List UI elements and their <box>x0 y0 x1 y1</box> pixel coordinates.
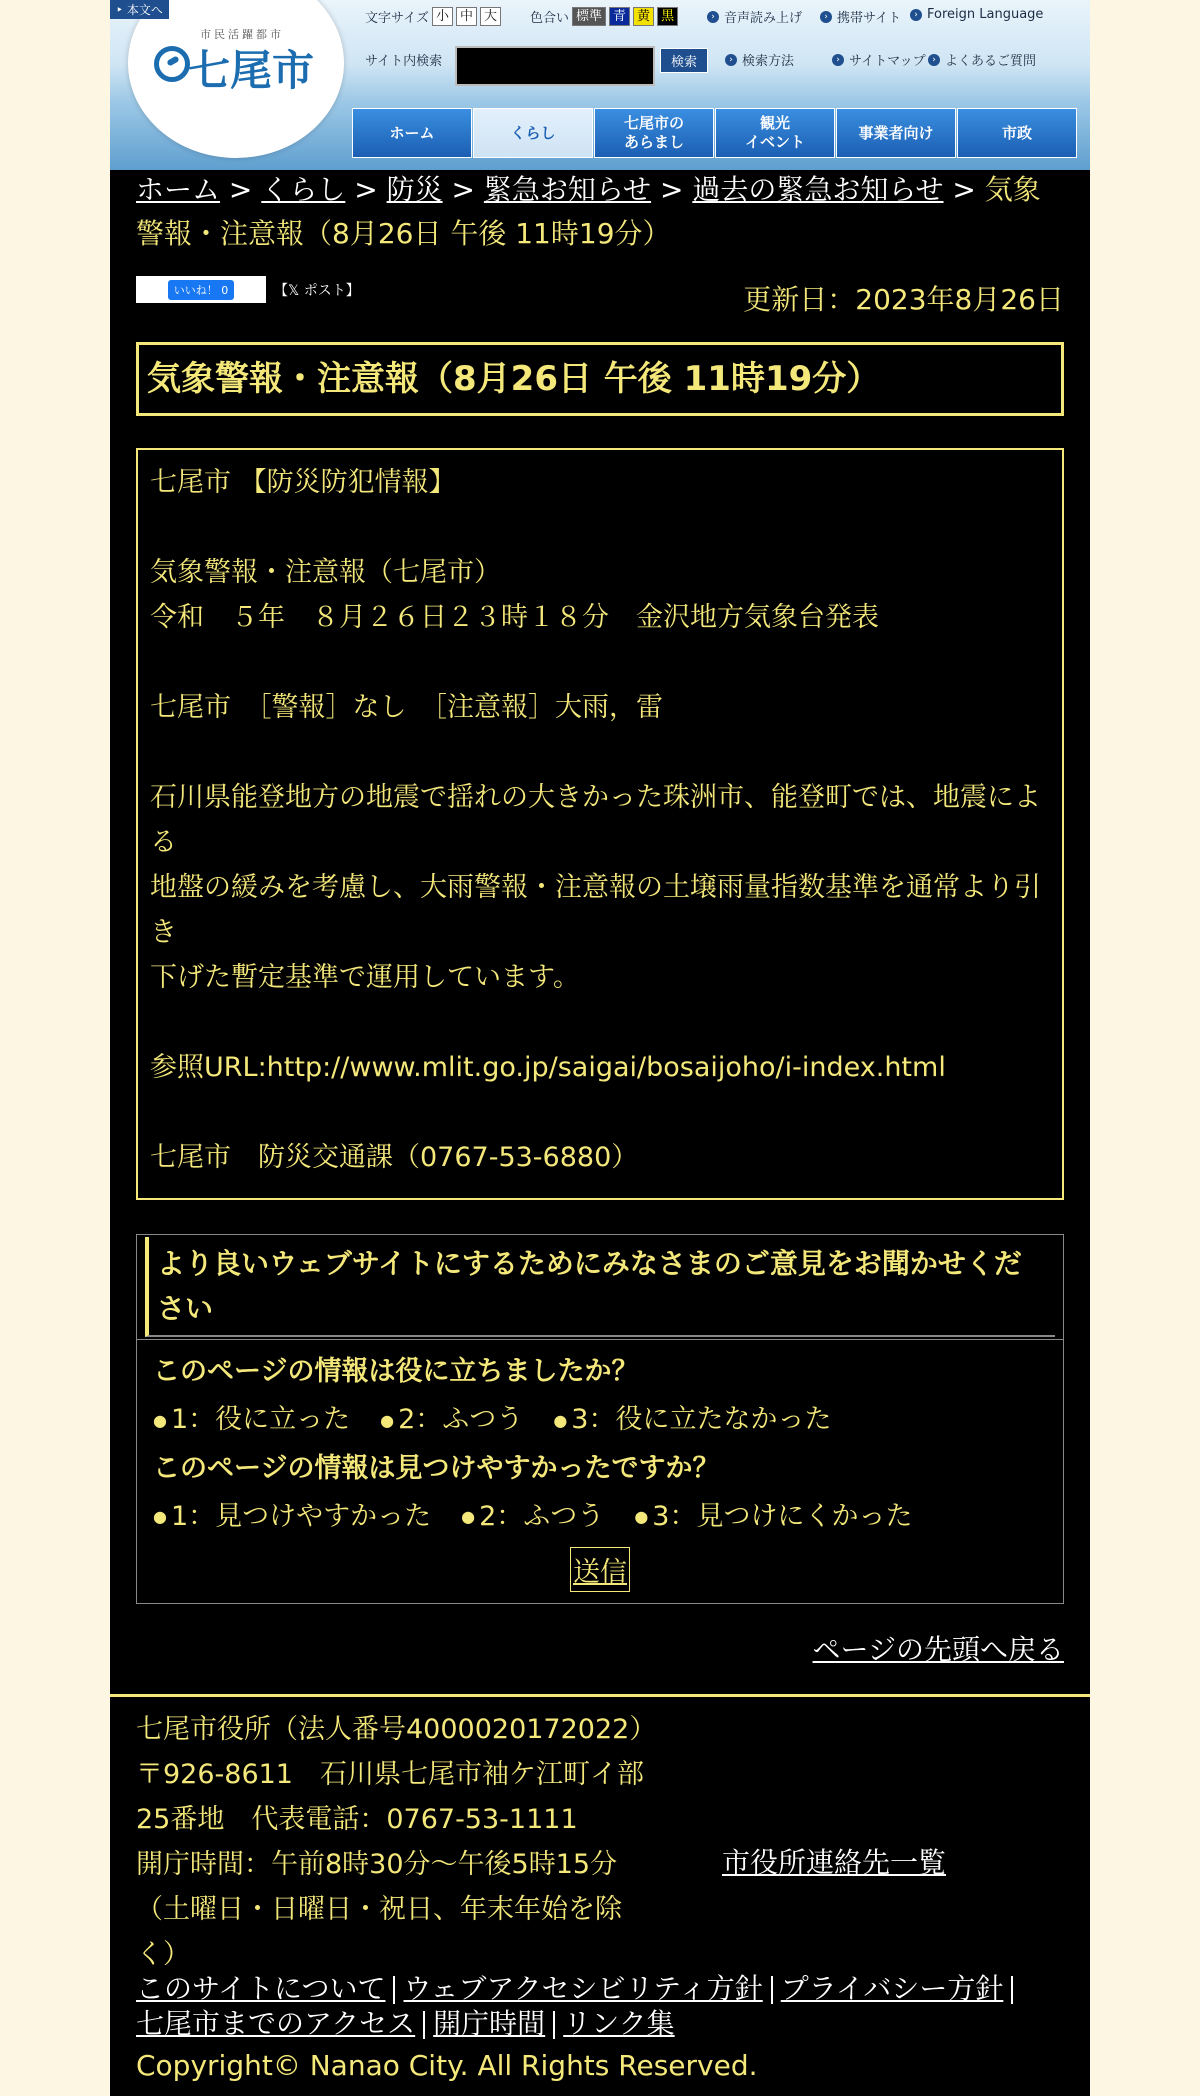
article-content <box>136 448 1064 1200</box>
office-hours: 開庁時間：午前8時30分～午後5時15分 <box>136 1849 618 1880</box>
office-hours-note: （土曜日・日曜日・祝日、年末年始を除く） <box>136 1894 622 1970</box>
breadcrumb-separator: > <box>451 173 475 206</box>
global-nav <box>352 108 1078 158</box>
city-mark-icon <box>154 46 190 82</box>
submit-button[interactable]: 送信 <box>570 1547 630 1592</box>
breadcrumb-current: 気象警報・注意報（8月26日 午後 11時19分） <box>136 173 1041 250</box>
color-black-button[interactable]: 黒 <box>657 7 678 26</box>
footer-link-accessibility[interactable]: ウェブアクセシビリティ方針 <box>403 1972 763 2005</box>
radio-option[interactable]: ● 1：役に立った <box>153 1396 350 1445</box>
nav-about-city[interactable]: 七尾市の あらまし <box>594 108 714 158</box>
arrow-bullet-icon: › <box>928 54 940 66</box>
content-line: 七尾市 ［警報］なし ［注意報］大雨，雷 <box>150 692 663 723</box>
sitemap-link[interactable] <box>832 50 926 69</box>
footer-links <box>136 1971 1066 2041</box>
nav-city-government[interactable]: 市政 <box>957 108 1077 158</box>
search-input[interactable] <box>455 46 655 86</box>
arrow-bullet-icon: › <box>725 54 737 66</box>
font-large-button[interactable]: 大 <box>480 7 501 26</box>
radio-option[interactable]: ● 2：ふつう <box>380 1396 523 1445</box>
nav-home[interactable]: ホーム <box>352 108 472 158</box>
footer-link-hours[interactable]: 開庁時間 <box>433 2007 546 2040</box>
site-header <box>110 0 1090 170</box>
skip-to-content-link[interactable]: ‣ 本文へ <box>110 0 169 19</box>
nav-life[interactable]: くらし <box>473 108 593 158</box>
breadcrumb <box>136 168 1066 256</box>
read-aloud-link[interactable] <box>707 7 802 26</box>
logo-subtitle: 市民活躍都市 <box>200 28 284 41</box>
arrow-bullet-icon: › <box>832 54 844 66</box>
address-line: 25番地 代表電話：0767-53-1111 <box>136 1804 578 1835</box>
facebook-like-button[interactable] <box>136 276 266 303</box>
back-to-top-link[interactable]: ページの先頭へ戻る <box>812 1633 1064 1666</box>
read-aloud-label: 音声読み上げ <box>724 11 803 26</box>
address-line: 七尾市役所（法人番号4000020172022） <box>136 1714 657 1745</box>
address-line: 〒926-8611 石川県七尾市袖ケ江町イ部 <box>136 1759 644 1790</box>
site-footer <box>110 1694 1090 2096</box>
footer-link-about[interactable]: このサイトについて <box>136 1972 386 2005</box>
like-label: いいね！ 0 <box>168 280 235 300</box>
radio-option[interactable]: ● 3：見つけにくかった <box>634 1493 912 1542</box>
faq-link[interactable] <box>928 50 1036 69</box>
footer-link-links[interactable]: リンク集 <box>563 2007 675 2040</box>
font-small-button[interactable]: 小 <box>432 7 453 26</box>
x-post-button[interactable]: 【𝕏 ポスト】 <box>274 282 360 299</box>
breadcrumb-separator: > <box>659 173 684 206</box>
mobile-site-link[interactable] <box>820 7 901 26</box>
post-label: 𝕏 ポスト <box>288 282 346 299</box>
color-yellow-button[interactable]: 黄 <box>633 7 654 26</box>
content-line: 石川県能登地方の地震で揺れの大きかった珠洲市、能登町では、地震による <box>150 782 1041 858</box>
color-standard-button[interactable]: 標準 <box>572 7 606 26</box>
city-office-address <box>136 1707 656 1977</box>
arrow-bullet-icon: › <box>820 11 832 23</box>
social-buttons <box>136 276 360 303</box>
font-size-label: 文字サイズ <box>365 11 429 26</box>
radio-option[interactable]: ● 1：見つけやすかった <box>153 1493 431 1542</box>
survey-question-1: このページの情報は役に立ちましたか？ <box>153 1356 639 1387</box>
logo-title: 七尾市 <box>188 46 315 95</box>
content-contact: 七尾市 防災交通課（0767-53-6880） <box>150 1142 639 1173</box>
mobile-site-label: 携帯サイト <box>837 11 902 26</box>
content-line: 地盤の緩みを考慮し、大雨警報・注意報の土壌雨量指数基準を通常より引き <box>150 872 1041 948</box>
font-size-controls <box>365 7 501 26</box>
radio-option[interactable]: ● 2：ふつう <box>461 1493 604 1542</box>
survey-options-2 <box>153 1493 1047 1542</box>
footer-link-privacy[interactable]: プライバシー方針 <box>780 1972 1004 2005</box>
page <box>110 0 1090 2096</box>
breadcrumb-separator: > <box>228 173 253 206</box>
breadcrumb-life[interactable]: くらし <box>261 173 346 206</box>
survey-heading: より良いウェブサイトにするためにみなさまのご意見をお聞かせください <box>145 1237 1055 1337</box>
site-search-label: サイト内検索 <box>365 54 443 69</box>
arrow-bullet-icon: › <box>910 9 922 21</box>
nav-business[interactable]: 事業者向け <box>836 108 956 158</box>
updated-date: 更新日：2023年8月26日 <box>743 283 1064 316</box>
search-method-link[interactable] <box>725 50 794 69</box>
search-method-label: 検索方法 <box>742 54 795 69</box>
breadcrumb-separator: > <box>952 173 976 206</box>
content-line: 下げた暫定基準で運用しています。 <box>150 962 580 993</box>
search-button[interactable]: 検索 <box>660 48 708 73</box>
skip-link-label: 本文へ <box>126 3 163 17</box>
color-label: 色合い <box>530 11 570 26</box>
breadcrumb-home[interactable]: ホーム <box>136 173 221 206</box>
foreign-language-link[interactable] <box>910 7 1043 22</box>
page-title: 気象警報・注意報（8月26日 午後 11時19分） <box>136 342 1064 416</box>
radio-option[interactable]: ● 3：役に立たなかった <box>553 1396 831 1445</box>
footer-link-access[interactable]: 七尾市までのアクセス <box>136 2007 416 2040</box>
breadcrumb-emergency[interactable]: 緊急お知らせ <box>483 173 652 206</box>
content-url: 参照URL:http://www.mlit.go.jp/saigai/bosaijoho/i-index.html <box>150 1052 946 1083</box>
copyright: Copyright© Nanao City. All Rights Reserved. <box>136 2049 758 2082</box>
nav-tourism-events[interactable]: 観光 イベント <box>715 108 835 158</box>
city-logo[interactable] <box>128 0 344 158</box>
sitemap-label: サイトマップ <box>849 54 926 69</box>
color-blue-button[interactable]: 青 <box>609 7 630 26</box>
breadcrumb-separator: > <box>354 173 378 206</box>
breadcrumb-disaster[interactable]: 防災 <box>386 173 443 206</box>
font-medium-button[interactable]: 中 <box>456 7 477 26</box>
content-line: 気象警報・注意報（七尾市） <box>150 557 501 588</box>
arrow-bullet-icon: › <box>707 11 719 23</box>
contact-list-link[interactable]: 市役所連絡先一覧 <box>722 1846 947 1879</box>
foreign-language-label: Foreign Language <box>927 7 1044 22</box>
content-line: 七尾市 【防災防犯情報】 <box>150 467 456 498</box>
breadcrumb-past[interactable]: 過去の緊急お知らせ <box>692 173 944 206</box>
survey-body <box>137 1339 1063 1600</box>
color-controls <box>530 7 678 26</box>
survey-question-2: このページの情報は見つけやすかったですか？ <box>153 1452 720 1484</box>
content-line: 令和 ５年 ８月２６日２３時１８分 金沢地方気象台発表 <box>150 602 879 633</box>
survey-options-1 <box>153 1396 1047 1445</box>
feedback-survey <box>136 1234 1064 1604</box>
faq-label: よくあるご質問 <box>945 54 1037 69</box>
